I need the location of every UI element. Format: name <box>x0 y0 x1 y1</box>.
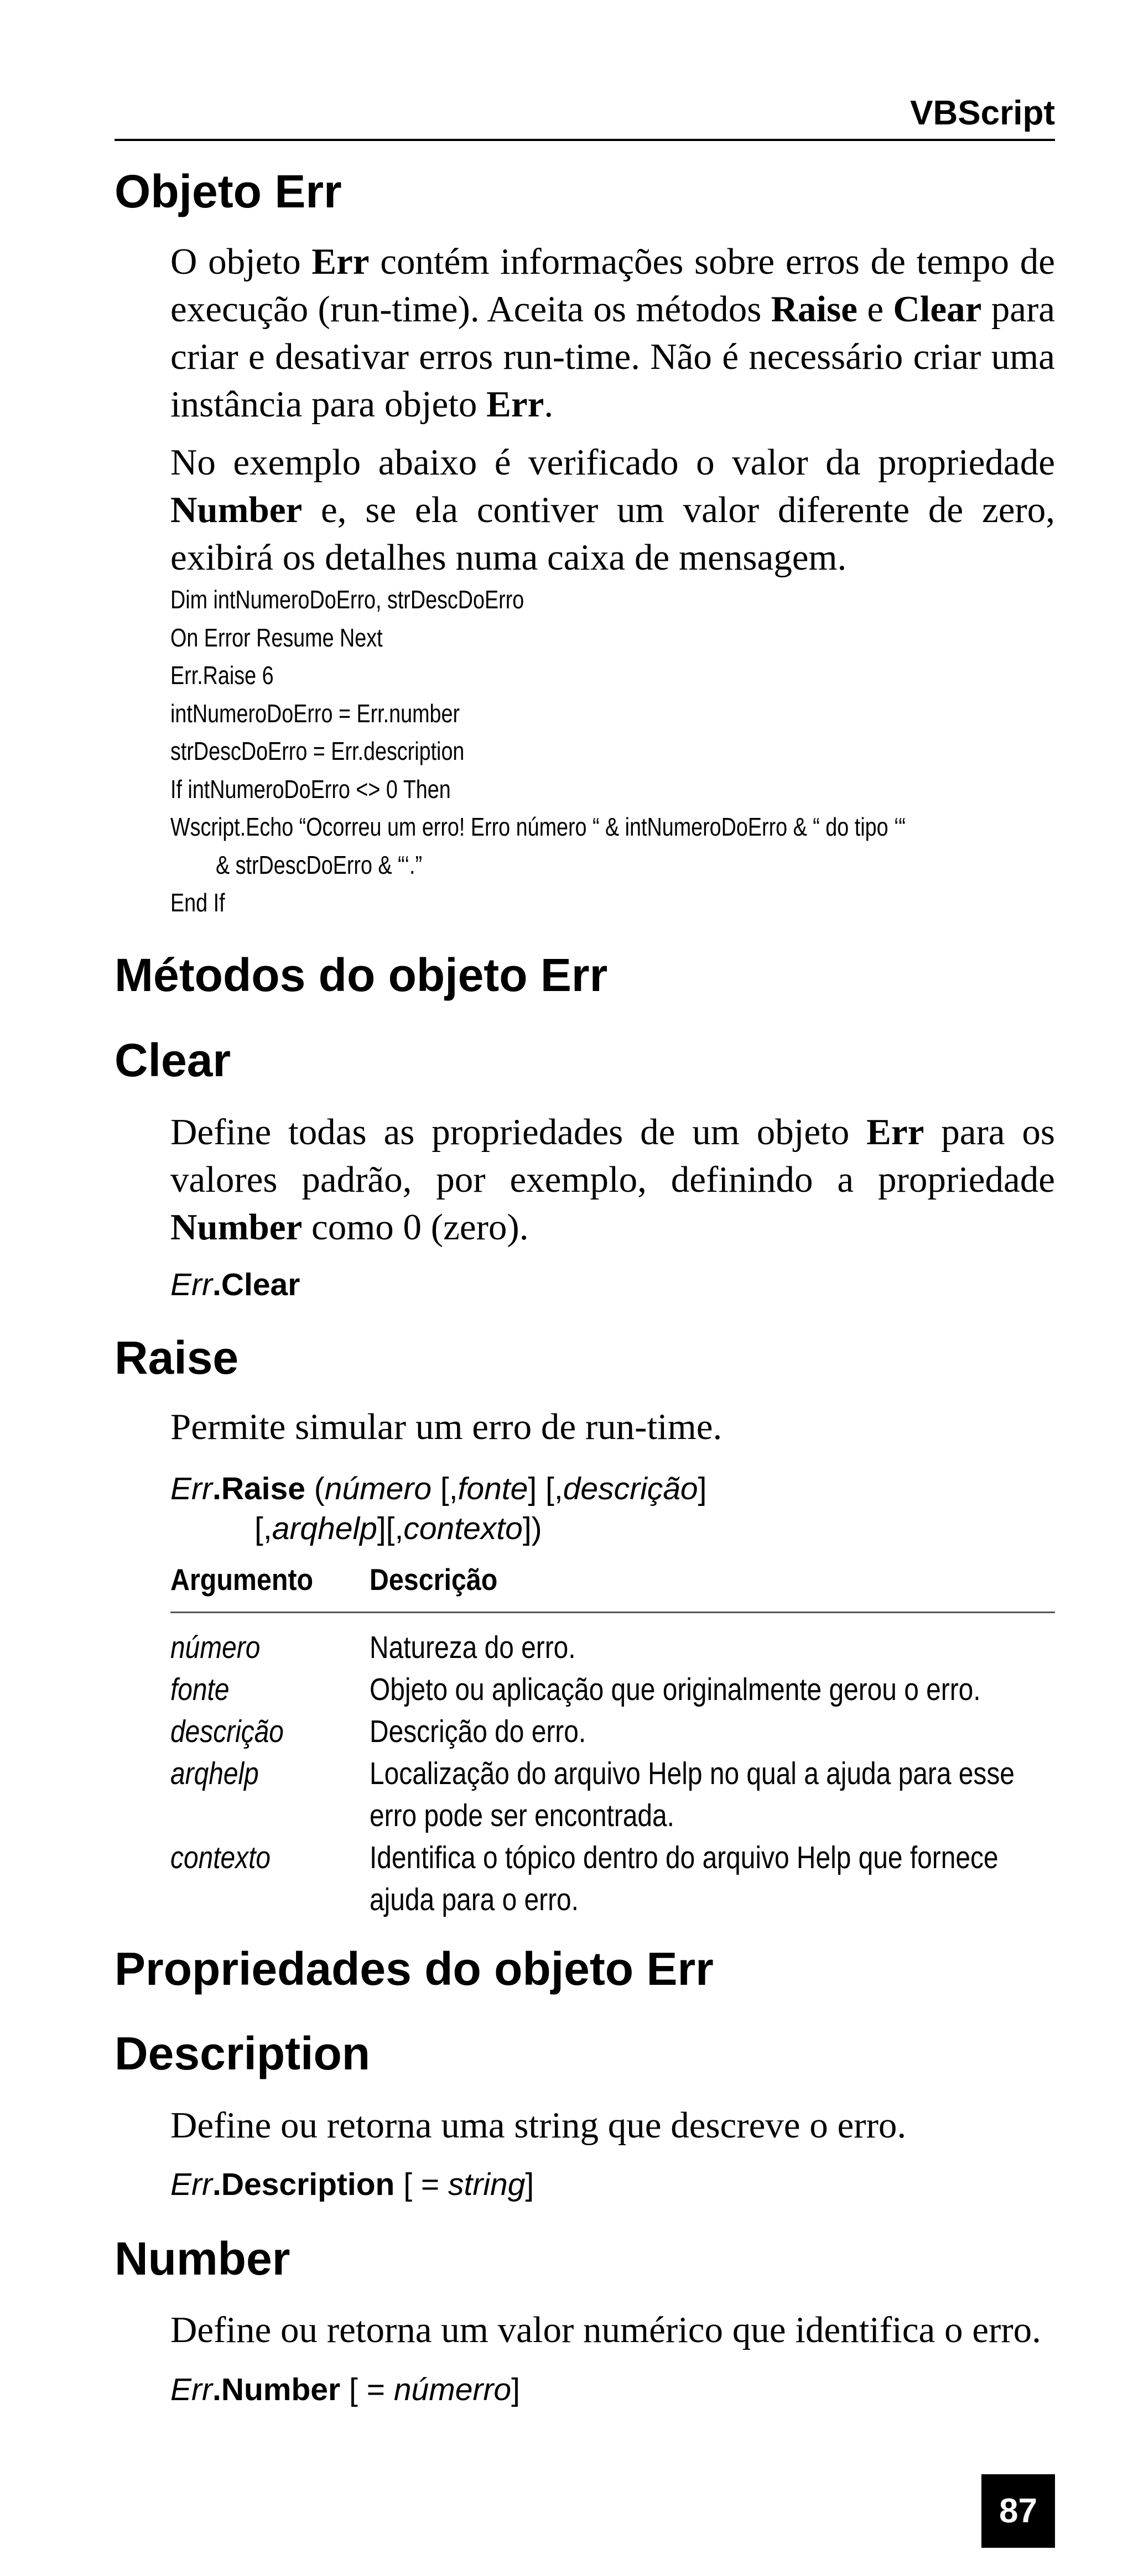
number-syntax: Err.Number [ = númerro] <box>170 2372 520 2407</box>
table-header-rule <box>170 1612 1055 1613</box>
code-line: strDescDoErro = Err.description <box>170 737 465 765</box>
argument-name: número <box>170 1630 261 1665</box>
section-heading-err-object: Objeto Err <box>115 165 342 217</box>
code-example <box>170 581 914 922</box>
description-property-text: Define ou retorna uma string que descreve o erro. <box>170 2105 907 2146</box>
argument-name: fonte <box>170 1672 230 1707</box>
code-line: Dim intNumeroDoErro, strDescDoErro <box>170 585 524 614</box>
column-header-descricao: Descrição <box>369 1562 498 1597</box>
arguments-table-header <box>170 1556 949 1603</box>
clear-syntax: Err.Clear <box>170 1267 300 1302</box>
err-example-paragraph: No exemplo abaixo é verificado o valor da propriedade Number e, se ela contiver um valor diferente de zero, exibirá os detalhes numa caixa de mensagem. <box>170 442 1055 578</box>
code-line: intNumeroDoErro = Err.number <box>170 698 460 728</box>
code-line: & strDescDoErro & “‘.” <box>216 850 423 879</box>
page-number: 87 <box>981 2474 1055 2548</box>
clear-description: Define todas as propriedades de um objeto Err para os valores padrão, por exemplo, definindo a propriedade Number como 0 (zero). <box>170 1112 1055 1248</box>
argument-name: contexto <box>170 1840 271 1875</box>
section-heading-properties: Propriedades do objeto Err <box>115 1943 714 1995</box>
code-line: Err.Raise 6 <box>170 661 274 690</box>
raise-syntax: Err.Raise (número [,fonte] [,descrição] [,arqhelp][,contexto]) <box>170 1471 707 1546</box>
code-line: End If <box>170 888 225 917</box>
argument-description: Objeto ou aplicação que originalmente gerou o erro. <box>370 1672 981 1707</box>
argument-name: arqhelp <box>170 1756 259 1791</box>
argument-description: Descrição do erro. <box>370 1714 586 1749</box>
column-header-argumento: Argumento <box>170 1562 314 1597</box>
argument-description: Identifica o tópico dentro do arquivo Help que fornece ajuda para o erro. <box>370 1840 999 1917</box>
err-intro-paragraph: O objeto Err contém informações sobre erros de tempo de execução (run-time). Aceita os métodos Raise e Clear para criar e desativar erros run-time. Não é necessário criar uma instância para objeto Err. <box>170 241 1055 425</box>
argument-description: Natureza do erro. <box>370 1630 576 1665</box>
property-heading-number: Number <box>115 2233 290 2285</box>
header-rule <box>115 139 1055 141</box>
method-heading-clear: Clear <box>115 1034 231 1086</box>
property-heading-description: Description <box>115 2027 371 2079</box>
raise-description: Permite simular um erro de run-time. <box>170 1406 723 1447</box>
code-line: On Error Resume Next <box>170 623 383 652</box>
method-heading-raise: Raise <box>115 1332 239 1384</box>
section-heading-methods: Métodos do objeto Err <box>115 949 608 1001</box>
description-syntax: Err.Description [ = string] <box>170 2167 534 2202</box>
argument-description: Localização do arquivo Help no qual a ajuda para esse erro pode ser encontrada. <box>370 1756 1015 1833</box>
number-property-text: Define ou retorna um valor numérico que identifica o erro. <box>170 2309 1041 2350</box>
code-line: If intNumeroDoErro <> 0 Then <box>170 774 451 804</box>
argument-name: descrição <box>170 1714 284 1749</box>
code-line: Wscript.Echo “Ocorreu um erro! Erro número “ & intNumeroDoErro & “ do tipo ‘“ <box>170 812 906 841</box>
running-head: VBScript <box>910 94 1055 132</box>
